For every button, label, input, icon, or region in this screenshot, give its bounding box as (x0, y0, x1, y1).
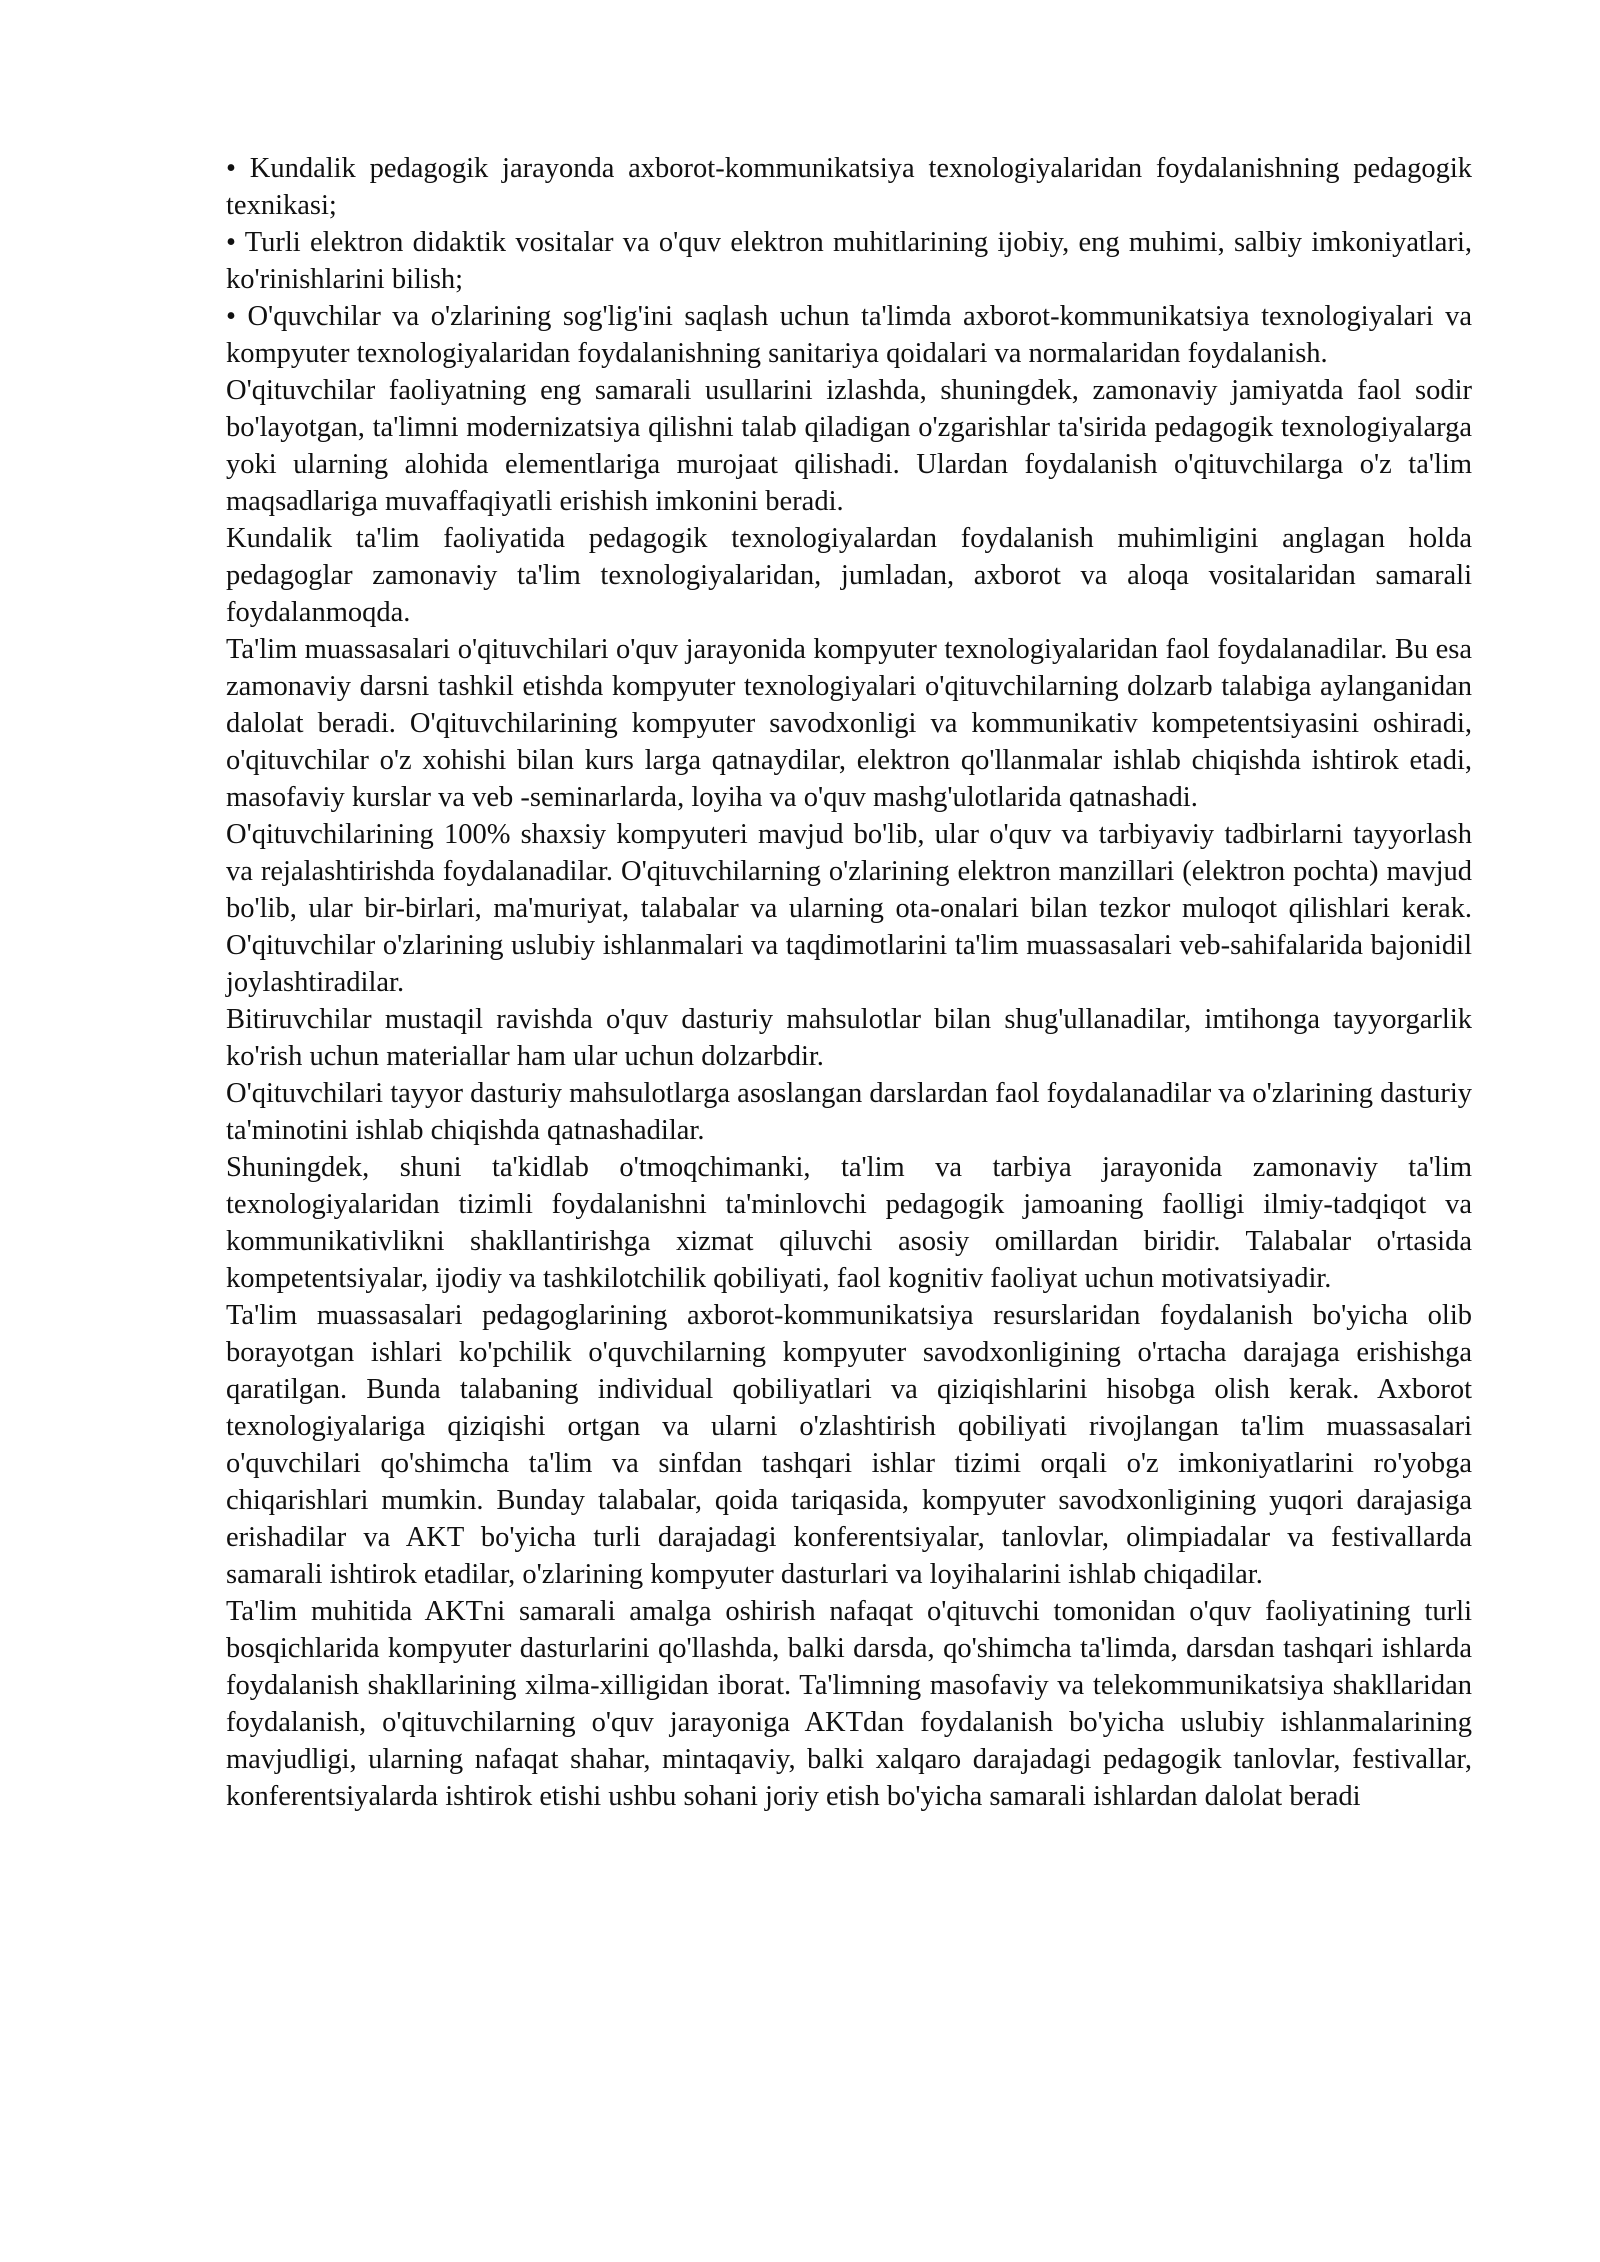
paragraph: O'qituvchilarining 100% shaxsiy kompyuteri mavjud bo'lib, ular o'quv va tarbiyaviy tadbirlarni tayyorlash va rejalashtirishda foydalanadilar. O'qituvchilarning o'zlarining elektron manzillari (elektron pochta) mavjud bo'lib, ular bir-birlari, ma'muriyat, talabalar va ularning ota-onalari bilan tezkor muloqot qilishlari kerak. O'qituvchilar o'zlarining uslubiy ishlanmalari va taqdimotlarini ta'lim muassasalari veb-sahifalarida bajonidil joylashtiradilar. (226, 819, 1472, 998)
paragraph: Ta'lim muhitida AKTni samarali amalga oshirish nafaqat o'qituvchi tomonidan o'quv faoliyatining turli bosqichlarida kompyuter dasturlarini qo'llashda, balki darsda, qo'shimcha ta'limda, darsdan tashqari ishlarda foydalanish shakllarining xilma-xilligidan iborat. Ta'limning masofaviy va telekommunikatsiya shakllaridan foydalanish, o'qituvchilarning o'quv jarayoniga AKTdan foydalanish bo'yicha uslubiy ishlanmalarining mavjudligi, ularning nafaqat shahar, mintaqaviy, balki xalqaro darajadagi pedagogik tanlovlar, festivallar, konferentsiyalarda ishtirok etishi ushbu sohani joriy etish bo'yicha samarali ishlardan dalolat beradi (226, 1596, 1472, 1812)
bullet-item: • O'quvchilar va o'zlarining sog'lig'ini saqlash uchun ta'limda axborot-kommunikatsiya texnologiyalari va kompyuter texnologiyalaridan foydalanishning sanitariya qoidalari va normalaridan foydalanish. (226, 301, 1472, 369)
bullet-item: • Kundalik pedagogik jarayonda axborot-kommunikatsiya texnologiyalaridan foydalanishning pedagogik texnikasi; (226, 153, 1472, 221)
paragraph: Ta'lim muassasalari pedagoglarining axborot-kommunikatsiya resurslaridan foydalanish bo'yicha olib borayotgan ishlari ko'pchilik o'quvchilarning kompyuter savodxonligining o'rtacha darajaga erishishga qaratilgan. Bunda talabaning individual qobiliyatlari va qiziqishlarini hisobga olish kerak. Axborot texnologiyalariga qiziqishi ortgan va ularni o'zlashtirish qobiliyati rivojlangan ta'lim muassasalari o'quvchilari qo'shimcha ta'lim va sinfdan tashqari ishlar tizimi orqali o'z imkoniyatlarini ro'yobga chiqarishlari mumkin. Bunday talabalar, qoida tariqasida, kompyuter savodxonligining yuqori darajasiga erishadilar va AKT bo'yicha turli darajadagi konferentsiyalar, tanlovlar, olimpiadalar va festivallarda samarali ishtirok etadilar, o'zlarining kompyuter dasturlari va loyihalarini ishlab chiqadilar. (226, 1300, 1472, 1590)
paragraph: Kundalik ta'lim faoliyatida pedagogik texnologiyalardan foydalanish muhimligini anglagan holda pedagoglar zamonaviy ta'lim texnologiyalaridan, jumladan, axborot va aloqa vositalaridan samarali foydalanmoqda. (226, 523, 1472, 628)
paragraph: Bitiruvchilar mustaqil ravishda o'quv dasturiy mahsulotlar bilan shug'ullanadilar, imtihonga tayyorgarlik ko'rish uchun materiallar ham ular uchun dolzarbdir. (226, 1004, 1472, 1072)
paragraph: Ta'lim muassasalari o'qituvchilari o'quv jarayonida kompyuter texnologiyalaridan faol foydalanadilar. Bu esa zamonaviy darsni tashkil etishda kompyuter texnologiyalari o'qituvchilarning dolzarb talabiga aylanganidan dalolat beradi. O'qituvchilarining kompyuter savodxonligi va kommunikativ kompetentsiyasini oshiradi, o'qituvchilar o'z xohishi bilan kurs larga qatnaydilar, elektron qo'llanmalar ishlab chiqishda ishtirok etadi, masofaviy kurslar va veb -seminarlarda, loyiha va o'quv mashg'ulotlarida qatnashadi. (226, 634, 1472, 813)
paragraph: O'qituvchilar faoliyatning eng samarali usullarini izlashda, shuningdek, zamonaviy jamiyatda faol sodir bo'layotgan, ta'limni modernizatsiya qilishni talab qiladigan o'zgarishlar ta'sirida pedagogik texnologiyalarga yoki ularning alohida elementlariga murojaat qilishadi. Ulardan foydalanish o'qituvchilarga o'z ta'lim maqsadlariga muvaffaqiyatli erishish imkonini beradi. (226, 375, 1472, 517)
paragraph: Shuningdek, shuni ta'kidlab o'tmoqchimanki, ta'lim va tarbiya jarayonida zamonaviy ta'lim texnologiyalaridan tizimli foydalanishni ta'minlovchi pedagogik jamoaning faolligi ilmiy-tadqiqot va kommunikativlikni shakllantirishga xizmat qiluvchi asosiy omillardan biridir. Talabalar o'rtasida kompetentsiyalar, ijodiy va tashkilotchilik qobiliyati, faol kognitiv faoliyat uchun motivatsiyadir. (226, 1152, 1472, 1294)
document-page (226, 150, 1472, 1815)
bullet-item: • Turli elektron didaktik vositalar va o'quv elektron muhitlarining ijobiy, eng muhimi, salbiy imkoniyatlari, ko'rinishlarini bilish; (226, 227, 1472, 295)
paragraph: O'qituvchilari tayyor dasturiy mahsulotlarga asoslangan darslardan faol foydalanadilar va o'zlarining dasturiy ta'minotini ishlab chiqishda qatnashadilar. (226, 1078, 1472, 1146)
